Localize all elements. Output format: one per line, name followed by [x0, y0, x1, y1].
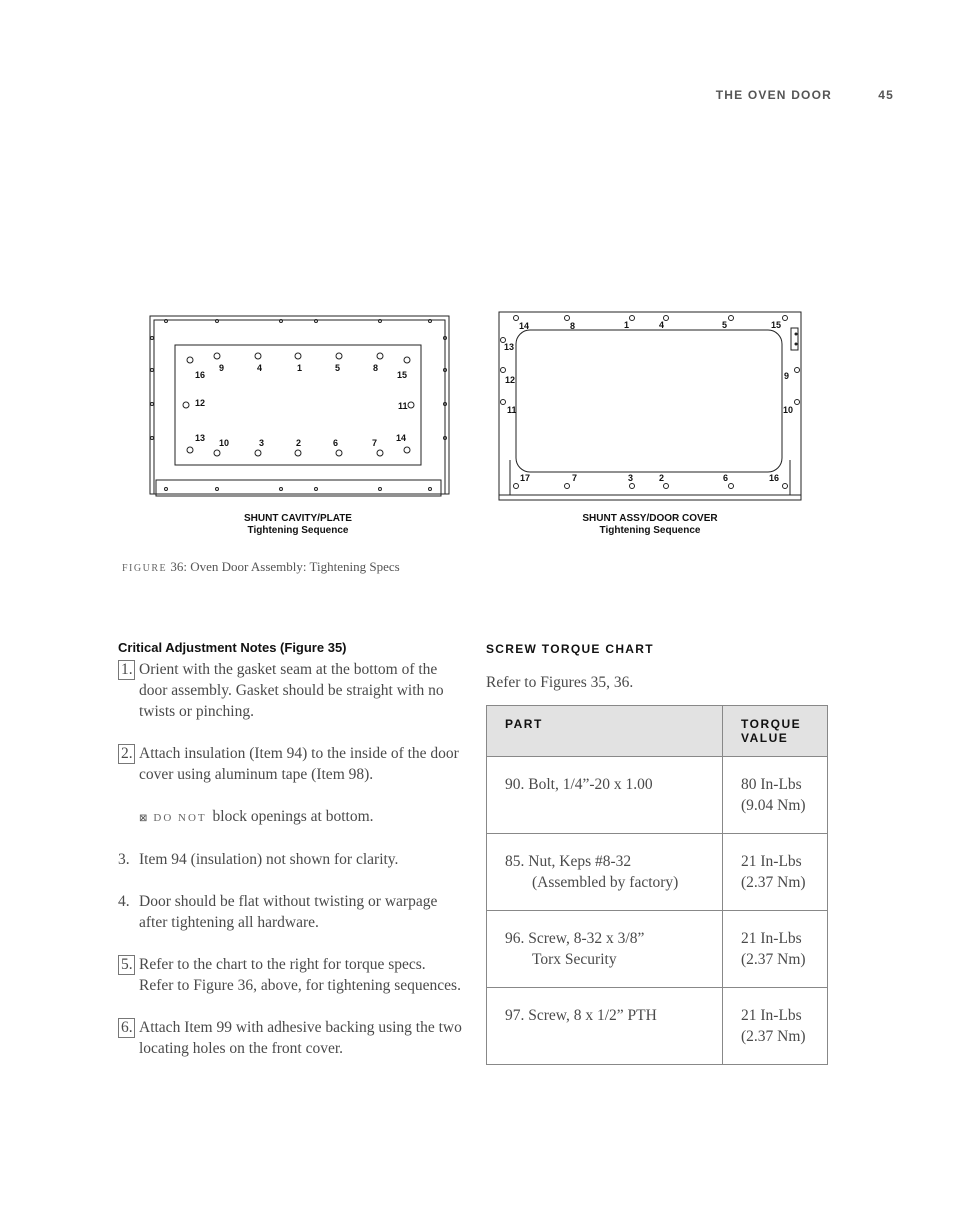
- note-text: Attach Item 99 with adhesive backing using the two locating holes on the front cover.: [139, 1019, 462, 1057]
- sequence-number: 13: [504, 342, 515, 352]
- torque-chart-title: SCREW TORQUE CHART: [486, 642, 654, 656]
- note-number: 2.: [118, 744, 135, 764]
- sequence-number: 3: [628, 473, 634, 483]
- sequence-number: 1: [624, 320, 630, 330]
- torque-value: 80 In-Lbs: [741, 776, 802, 793]
- sequence-number: 9: [784, 371, 790, 381]
- note-text: Orient with the gasket seam at the bottom of the door assembly. Gasket should be straight with no twists or pinching.: [139, 661, 444, 720]
- note-number: 3.: [118, 851, 130, 868]
- part-name: 97. Screw, 8 x 1/2” PTH: [505, 1007, 657, 1024]
- torque-value: 21 In-Lbs: [741, 930, 802, 947]
- sequence-number: 8: [373, 363, 379, 373]
- part-cell: [487, 988, 723, 1065]
- warning-text: block openings at bottom.: [212, 808, 374, 825]
- part-cell: [487, 834, 723, 911]
- table-row: [487, 911, 828, 988]
- note-item: [118, 743, 463, 785]
- table-row: [487, 988, 828, 1065]
- note-text: Refer to the chart to the right for torque specs. Refer to Figure 36, above, for tightening sequences.: [139, 956, 461, 994]
- warning-icon: ⊠: [139, 813, 148, 824]
- note-number: 5.: [118, 955, 135, 975]
- sequence-number: 1: [297, 363, 303, 373]
- diagram-title: SHUNT ASSY/DOOR COVER: [582, 513, 718, 524]
- torque-cell: [723, 988, 828, 1065]
- torque-metric: (2.37 Nm): [741, 1028, 806, 1045]
- tightening-sequence-figure: [140, 300, 820, 550]
- sequence-number: 9: [219, 363, 225, 373]
- note-number: 1.: [118, 660, 135, 680]
- note-number: 4.: [118, 893, 130, 910]
- diagram-subtitle: Tightening Sequence: [247, 525, 349, 536]
- sequence-number: 15: [771, 320, 782, 330]
- part-cell: [487, 911, 723, 988]
- sequence-number: 13: [195, 433, 206, 443]
- sequence-number: 10: [219, 438, 230, 448]
- part-detail: Torx Security: [532, 951, 617, 968]
- sequence-number: 12: [195, 398, 206, 408]
- sequence-number: 8: [570, 321, 576, 331]
- torque-chart-section: [486, 642, 828, 692]
- note-number: 6.: [118, 1018, 135, 1038]
- sequence-number: 12: [505, 375, 516, 385]
- sequence-number: 14: [519, 321, 530, 331]
- shunt-cavity-plate-numbers: [195, 363, 408, 448]
- sequence-number: 6: [723, 473, 729, 483]
- sequence-number: 6: [333, 438, 339, 448]
- torque-chart-reference: Refer to Figures 35, 36.: [486, 674, 634, 691]
- sequence-number: 11: [398, 401, 408, 411]
- warning-note: [118, 806, 463, 829]
- torque-header-line2: VALUE: [741, 731, 789, 745]
- page-number: 45: [878, 88, 894, 102]
- torque-cell: [723, 911, 828, 988]
- sequence-number: 15: [397, 370, 408, 380]
- shunt-assy-door-cover-numbers: [504, 320, 793, 483]
- part-detail: (Assembled by factory): [532, 874, 679, 891]
- sequence-number: 7: [372, 438, 378, 448]
- torque-cell: [723, 757, 828, 834]
- notes-title: Critical Adjustment Notes (Figure 35): [118, 640, 347, 655]
- part-name: 90. Bolt, 1/4”-20 x 1.00: [505, 776, 653, 793]
- sequence-number: 16: [195, 370, 206, 380]
- note-text: Item 94 (insulation) not shown for clarity.: [139, 851, 399, 868]
- note-item: [118, 849, 463, 870]
- sequence-number: 2: [659, 473, 665, 483]
- shunt-assy-door-cover-diagram: [499, 312, 801, 500]
- note-text: Door should be flat without twisting or warpage after tightening all hardware.: [139, 893, 438, 931]
- note-text: Attach insulation (Item 94) to the inside of the door cover using aluminum tape (Item 98).: [139, 745, 459, 783]
- torque-value: 21 In-Lbs: [741, 1007, 802, 1024]
- diagram-title: SHUNT CAVITY/PLATE: [244, 513, 352, 524]
- column-header-torque: [723, 706, 828, 757]
- figure-label: FIGURE: [122, 563, 168, 574]
- table-row: [487, 757, 828, 834]
- sequence-number: 4: [659, 320, 665, 330]
- part-name: 85. Nut, Keps #8-32: [505, 853, 632, 870]
- sequence-number: 3: [259, 438, 265, 448]
- sequence-number: 11: [507, 405, 517, 415]
- note-item: [118, 659, 463, 722]
- torque-cell: [723, 834, 828, 911]
- sequence-number: 7: [572, 473, 578, 483]
- note-item: [118, 954, 463, 996]
- sequence-number: 5: [722, 320, 728, 330]
- torque-header-line1: TORQUE: [741, 717, 802, 731]
- table-header-row: [487, 706, 828, 757]
- diagram-subtitle: Tightening Sequence: [599, 525, 701, 536]
- sequence-number: 16: [769, 473, 780, 483]
- torque-metric: (2.37 Nm): [741, 874, 806, 891]
- note-item: [118, 891, 463, 933]
- warning-label: DO NOT: [153, 812, 207, 824]
- torque-metric: (2.37 Nm): [741, 951, 806, 968]
- note-item: [118, 1017, 463, 1059]
- torque-value: 21 In-Lbs: [741, 853, 802, 870]
- section-title: THE OVEN DOOR: [715, 88, 832, 102]
- part-cell: [487, 757, 723, 834]
- sequence-number: 10: [783, 405, 794, 415]
- sequence-number: 2: [296, 438, 302, 448]
- sequence-number: 5: [335, 363, 341, 373]
- figure-caption-text: 36: Oven Door Assembly: Tightening Specs: [170, 559, 400, 574]
- figure-caption: [122, 559, 400, 575]
- table-row: [487, 834, 828, 911]
- sequence-number: 4: [257, 363, 263, 373]
- torque-metric: (9.04 Nm): [741, 797, 806, 814]
- torque-table: [486, 705, 828, 1065]
- column-header-part: PART: [487, 706, 723, 757]
- critical-adjustment-notes: [118, 640, 463, 1080]
- sequence-number: 14: [396, 433, 407, 443]
- sequence-number: 17: [520, 473, 531, 483]
- part-name: 96. Screw, 8-32 x 3/8”: [505, 930, 645, 947]
